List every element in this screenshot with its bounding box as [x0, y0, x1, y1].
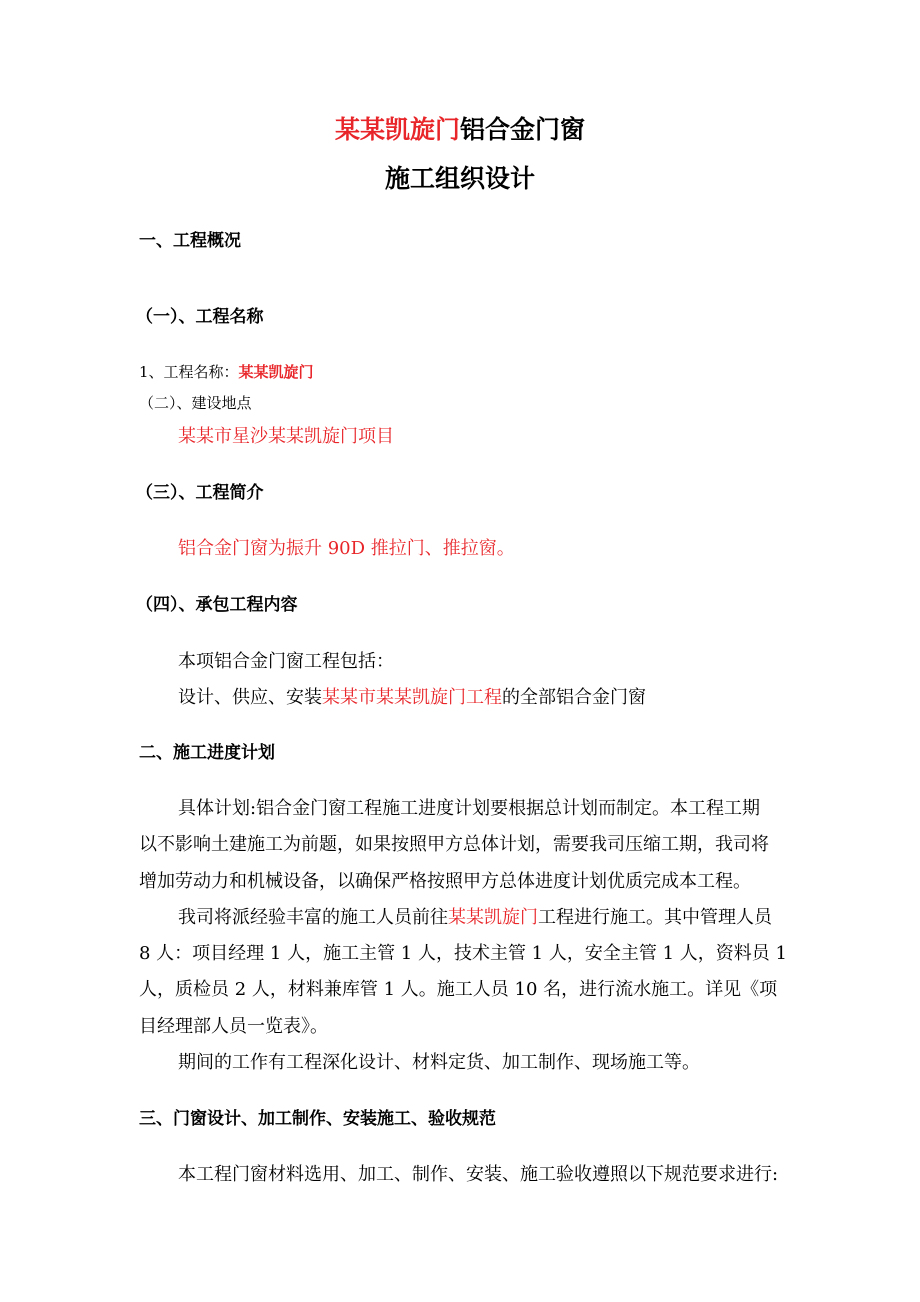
schedule-para-2-project: 某某凯旋门 [448, 907, 538, 928]
schedule-para-2-line-3: 人，质检员 2 人，材料兼库管 1 人。施工人员 10 名，进行流水施工。详见《项 [139, 979, 778, 1000]
schedule-para-1-line-3: 增加劳动力和机械设备，以确保严格按照甲方总体进度计划优质完成本工程。 [139, 871, 751, 892]
section-heading-1: 一、工程概况 [139, 231, 241, 251]
schedule-para-2-line-4: 目经理部人员一览表》。 [139, 1016, 328, 1037]
doc-title-rest: 铝合金门窗 [460, 115, 586, 144]
subsection-heading-1-2: （二）、建设地点 [139, 394, 252, 412]
schedule-para-2-line-1 [178, 909, 772, 927]
schedule-para-3: 期间的工作有工程深化设计、材料定货、加工制作、现场施工等。 [178, 1052, 700, 1073]
doc-title [0, 117, 920, 142]
doc-title-project-name: 某某凯旋门 [334, 115, 460, 144]
construction-site-value: 某某市星沙某某凯旋门项目 [178, 426, 394, 447]
project-name-value: 某某凯旋门 [238, 363, 314, 381]
schedule-para-1-line-2: 以不影响土建施工为前题，如果按照甲方总体计划，需要我司压缩工期，我司将 [139, 834, 769, 855]
scope-line-2-a: 设计、供应、安装 [178, 687, 322, 708]
schedule-para-2-b: 工程进行施工。其中管理人员 [538, 907, 772, 928]
project-name-label: 1、工程名称： [139, 363, 239, 381]
schedule-para-2-line-2: 8 人：项目经理 1 人，施工主管 1 人，技术主管 1 人，安全主管 1 人，资料员 1 [139, 943, 787, 964]
project-name-line [139, 365, 314, 380]
scope-line-2-b: 的全部铝合金门窗 [502, 687, 646, 708]
subsection-heading-1-3: （三）、工程简介 [136, 483, 264, 503]
scope-line-1: 本项铝合金门窗工程包括： [178, 651, 394, 672]
project-brief-value: 铝合金门窗为振升 90D 推拉门、推拉窗。 [178, 538, 515, 559]
scope-line-2-project: 某某市某某凯旋门工程 [322, 687, 502, 708]
section-heading-2: 二、施工进度计划 [139, 743, 275, 763]
section-heading-3: 三、门窗设计、加工制作、安装施工、验收规范 [139, 1109, 496, 1129]
scope-line-2 [178, 689, 646, 707]
doc-subtitle: 施工组织设计 [384, 164, 535, 193]
standards-para-1: 本工程门窗材料选用、加工、制作、安装、施工验收遵照以下规范要求进行: [178, 1164, 779, 1185]
subsection-heading-1-4: （四）、承包工程内容 [136, 595, 298, 615]
subsection-heading-1-1: （一）、工程名称 [136, 307, 264, 327]
schedule-para-1-line-1: 具体计划:铝合金门窗工程施工进度计划要根据总计划而制定。本工程工期 [178, 798, 761, 819]
schedule-para-2-a: 我司将派经验丰富的施工人员前往 [178, 907, 448, 928]
